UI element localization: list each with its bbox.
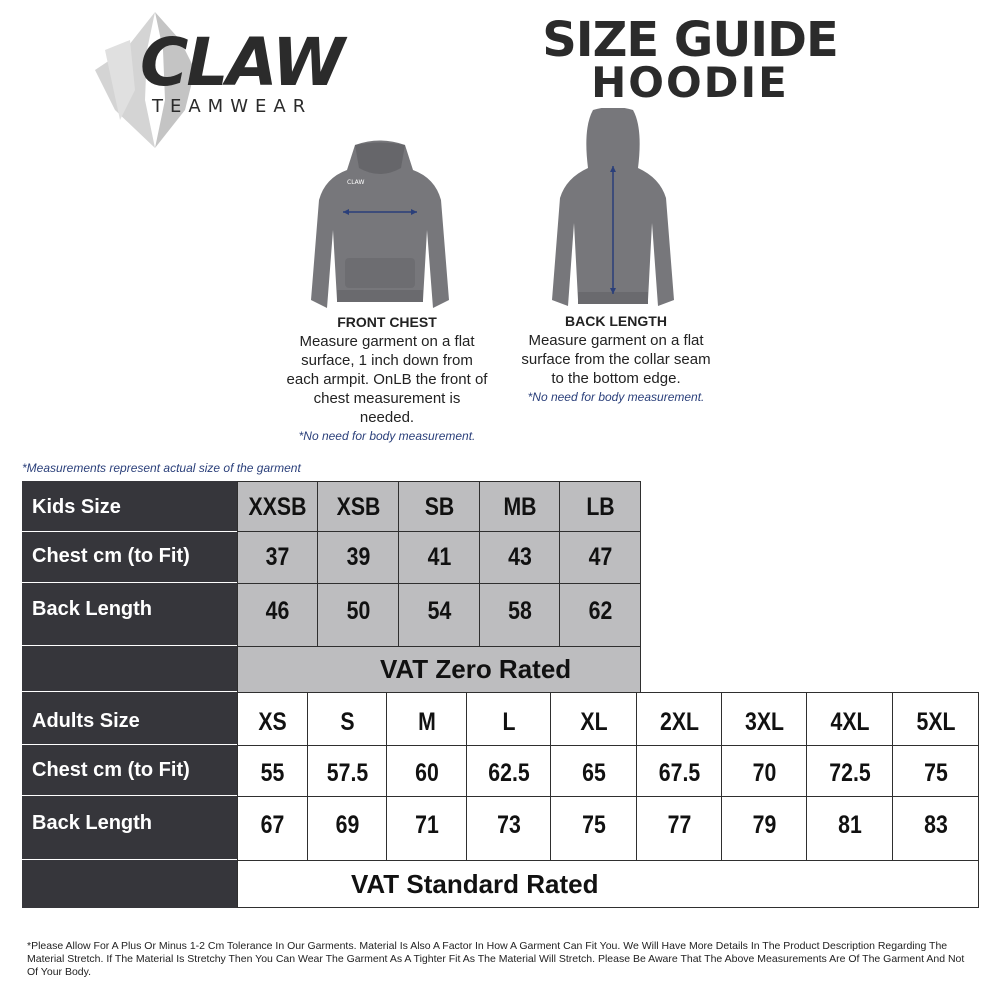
kids-size-cell: SB bbox=[424, 492, 455, 521]
kids-size-cell: XSB bbox=[336, 492, 381, 521]
adults-back-cell: 83 bbox=[924, 810, 948, 839]
adults-size-cell: 2XL bbox=[660, 707, 699, 736]
kids-size-cell: MB bbox=[503, 492, 537, 521]
adults-chest-cell: 65 bbox=[582, 758, 606, 787]
kids-chest-cell: 43 bbox=[508, 543, 532, 571]
adults-chest-cell: 75 bbox=[924, 758, 948, 787]
adults-chest-cell: 62.5 bbox=[488, 758, 530, 787]
kids-chest-cell: 37 bbox=[265, 543, 290, 571]
kids-size-cell: LB bbox=[586, 492, 615, 521]
adults-size-cell: 5XL bbox=[916, 707, 956, 736]
page-subtitle: HOODIE bbox=[591, 58, 789, 107]
adults-size-cell: S bbox=[340, 707, 355, 736]
adults-back-cell: 75 bbox=[582, 810, 606, 839]
brand-tagline: TEAMWEAR bbox=[152, 96, 313, 117]
kids-back-cell: 62 bbox=[588, 597, 613, 625]
front-chest-caption bbox=[282, 313, 492, 446]
adults-chest-cell: 72.5 bbox=[829, 758, 871, 787]
adults-chest-cell: 70 bbox=[752, 758, 777, 787]
back-line: to the bottom edge. bbox=[551, 370, 681, 387]
row-label-kids-vat-spacer bbox=[22, 646, 237, 692]
row-label-adults-vat-spacer bbox=[22, 860, 237, 908]
kids-size-cell: XXSB bbox=[248, 492, 307, 521]
kids-chest-cell: 39 bbox=[346, 543, 371, 571]
adults-back-cell: 69 bbox=[335, 810, 360, 839]
row-label-adults-chest: Chest cm (to Fit) bbox=[22, 745, 237, 796]
adults-chest-cell: 57.5 bbox=[326, 758, 369, 787]
front-chest-heading: FRONT CHEST bbox=[337, 314, 437, 330]
hoodie-back-icon bbox=[548, 108, 678, 313]
adults-chest-cell: 60 bbox=[415, 758, 439, 787]
back-note: *No need for body measurement. bbox=[527, 390, 705, 404]
adults-size-cell: 4XL bbox=[830, 707, 870, 736]
adults-size-cell: 3XL bbox=[745, 707, 784, 736]
kids-back-cell: 54 bbox=[427, 597, 452, 625]
tolerance-footnote: *Please Allow For A Plus Or Minus 1-2 Cm Tolerance In Our Garments. Material Is Also A Factor In How A Garment Can Fit You. We Will Have More Details In The Product Description Regarding The Material Stretch. If The Material Is Stretchy Then You Can Wear The Garment As A Tighter Fit As The Material Will Stretch. Please Be Aware That The Above Measurements Are Of The Garment And Not Of Your Body. bbox=[27, 940, 965, 978]
front-line: chest measurement is bbox=[313, 390, 461, 407]
kids-chest-cell: 47 bbox=[588, 543, 613, 571]
front-line: each armpit. OnLB the front of bbox=[286, 371, 488, 388]
row-label-adults-size: Adults Size bbox=[22, 692, 237, 745]
row-label-kids-size: Kids Size bbox=[22, 481, 237, 532]
adults-back-cell: 81 bbox=[838, 810, 862, 839]
kids-chest-cell: 41 bbox=[427, 543, 452, 571]
back-length-caption bbox=[516, 312, 716, 407]
adults-back-cell: 79 bbox=[752, 810, 777, 839]
kids-back-cell: 50 bbox=[346, 597, 371, 625]
adults-chest-cell: 67.5 bbox=[658, 758, 701, 787]
kids-back-cell: 46 bbox=[265, 597, 290, 625]
adults-back-cell: 77 bbox=[667, 810, 692, 839]
adults-back-cell: 67 bbox=[260, 810, 285, 839]
measurement-note: *Measurements represent actual size of the garment bbox=[22, 461, 301, 475]
adults-size-cell: XS bbox=[258, 707, 287, 736]
back-length-heading: BACK LENGTH bbox=[565, 313, 667, 329]
front-note: *No need for body measurement. bbox=[298, 429, 476, 443]
back-line: Measure garment on a flat bbox=[528, 332, 704, 349]
page-title: SIZE GUIDE bbox=[542, 12, 838, 68]
adults-chest-cell: 55 bbox=[260, 758, 285, 787]
adults-size-cell: XL bbox=[580, 707, 608, 736]
front-line: surface, 1 inch down from bbox=[301, 352, 473, 369]
row-label-kids-back: Back Length bbox=[22, 583, 237, 646]
row-label-kids-chest: Chest cm (to Fit) bbox=[22, 532, 237, 583]
adults-size-cell: M bbox=[418, 707, 436, 736]
brand-name: CLAW bbox=[140, 24, 343, 101]
adults-vat-label: VAT Standard Rated bbox=[351, 869, 599, 899]
adults-size-cell: L bbox=[502, 707, 516, 736]
kids-vat-label: VAT Zero Rated bbox=[380, 654, 572, 684]
row-label-adults-back: Back Length bbox=[22, 796, 237, 860]
adults-back-cell: 73 bbox=[497, 810, 521, 839]
kids-back-cell: 58 bbox=[508, 597, 532, 625]
front-line: needed. bbox=[359, 409, 415, 426]
back-line: surface from the collar seam bbox=[521, 351, 711, 368]
hoodie-front-icon bbox=[305, 140, 455, 315]
svg-text:CLAW: CLAW bbox=[347, 179, 365, 186]
adults-back-cell: 71 bbox=[415, 810, 439, 839]
front-line: Measure garment on a flat bbox=[299, 333, 475, 350]
